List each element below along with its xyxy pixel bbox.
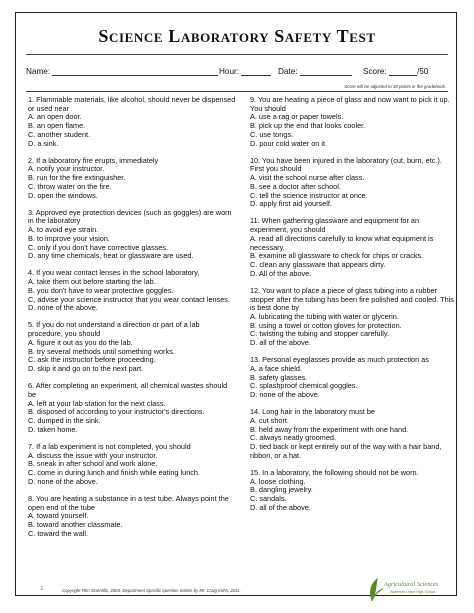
name-field[interactable]: [26, 66, 218, 76]
answer-option[interactable]: B. using a towel or cotton gloves for protection.: [250, 320, 402, 330]
answer-option[interactable]: C. come in during lunch and finish while eating lunch.: [28, 468, 200, 478]
answer-option[interactable]: C. only if you don't have corrective glasses.: [28, 242, 169, 252]
left-question-column: [28, 96, 236, 547]
answer-option[interactable]: C. splashproof chemical goggles.: [250, 381, 358, 391]
answer-option[interactable]: B. an open flame.: [28, 121, 86, 131]
answer-option[interactable]: B. try several methods until something works.: [28, 346, 175, 356]
answer-option[interactable]: D. none of the above.: [250, 390, 320, 400]
name-label: Name:: [26, 67, 51, 76]
answer-option[interactable]: D. apply first aid yourself.: [250, 199, 332, 209]
score-total: /50: [416, 67, 429, 76]
answer-option[interactable]: B. safety glasses.: [250, 372, 308, 382]
answer-option[interactable]: B. sneak in after school and work alone.: [28, 459, 158, 469]
answer-option[interactable]: B. disposed of according to your instructor's directions.: [28, 407, 205, 417]
answer-option[interactable]: D. skip it and go on to the next part.: [28, 363, 144, 373]
question-text: 15. In a laboratory, the following should not be worn.: [250, 468, 419, 478]
answer-option[interactable]: A. figure it out as you do the lab.: [28, 337, 133, 347]
name-line[interactable]: [52, 66, 218, 76]
question-text: 8. You are heating a substance in a test tube. Always point the open end of the tube: [28, 493, 229, 512]
answer-option[interactable]: C. ask the instructor before proceeding.: [28, 355, 156, 365]
question-item: [28, 157, 236, 201]
answer-option[interactable]: D. none of the above.: [28, 303, 98, 313]
answer-option[interactable]: A. visit the school nurse after class.: [250, 173, 365, 183]
right-question-column: [250, 96, 458, 521]
answer-option[interactable]: A. lubricating the tubing with water or glycerin.: [250, 311, 399, 321]
question-item: [250, 157, 458, 209]
question-text: 4. If you wear contact lenses in the school laboratory,: [28, 268, 200, 278]
question-item: [28, 269, 236, 313]
info-divider: [26, 91, 448, 92]
question-text: 5. If you do not understand a direction or part of a lab procedure, you should: [28, 320, 200, 339]
answer-option[interactable]: C. dumped in the sink.: [28, 416, 101, 425]
copyright-note: Copyright Film Scientific, 2004. Department Specific question written by Mr. Craig Kohn, 2011.: [62, 588, 241, 593]
answer-option[interactable]: B. see a doctor after school.: [250, 181, 341, 191]
answer-option[interactable]: C. twisting the tubing and stopper carefully.: [250, 329, 389, 339]
answer-option[interactable]: C, advise your science instructor that you wear contact lenses.: [28, 294, 230, 304]
question-text: 9. You are heating a piece of glass and now want to pick it up. You should: [250, 95, 450, 113]
answer-option[interactable]: B. run for the fire extinguisher.: [28, 173, 126, 183]
answer-option[interactable]: D. pour cold water on it.: [250, 138, 328, 148]
question-text: 3. Approved eye protection devices (such as goggles) are worn in the laboratory: [28, 207, 232, 226]
question-text: 14. Long hair in the laboratory must be: [250, 407, 375, 417]
question-text: 7. If a lab experiment is not completed, you should: [28, 441, 191, 451]
answer-option[interactable]: C. another student.: [28, 129, 91, 139]
hour-line[interactable]: [241, 66, 271, 76]
answer-option[interactable]: A. left at your lab station for the next class.: [28, 398, 166, 408]
answer-option[interactable]: A. an open door.: [28, 112, 82, 122]
answer-option[interactable]: C. use tongs.: [250, 129, 293, 139]
title-divider: [26, 54, 448, 55]
answer-option[interactable]: B. you don't have to wear protective goggles.: [28, 285, 174, 295]
hour-field[interactable]: [219, 66, 271, 76]
answer-option[interactable]: B. held away from the experiment with one hand.: [250, 424, 409, 434]
question-item: [250, 408, 458, 460]
answer-option[interactable]: C. toward the wall.: [28, 528, 89, 538]
student-info-row: [26, 66, 448, 80]
question-text: 10. You have been injured in the laboratory (cut, burn, etc.). First you should: [250, 155, 442, 174]
question-item: [250, 356, 458, 400]
question-item: [28, 382, 236, 434]
question-text: 12. You want to place a piece of glass tubing into a rubber stopper after the tubing has been fire polished and cooled. This is best done by: [250, 285, 454, 313]
date-label: Date:: [278, 67, 298, 76]
question-item: [28, 96, 236, 148]
answer-option[interactable]: D. taken home.: [28, 424, 78, 434]
answer-option[interactable]: A. a face shield.: [250, 363, 302, 373]
page-number: 1: [40, 585, 44, 592]
question-item: [28, 321, 236, 373]
answer-option[interactable]: A. toward yourself.: [28, 511, 89, 521]
question-text: 1. Flammable materials, like alcohol, should never be dispensed or used near: [28, 95, 236, 113]
answer-option[interactable]: A. notify your instructor.: [28, 164, 105, 174]
grade-note: Score will be adjusted to 30 points in the gradebook.: [344, 84, 446, 89]
answer-option[interactable]: B. toward another classmate.: [28, 520, 123, 530]
hour-label: Hour:: [219, 67, 240, 76]
answer-option[interactable]: B. examine all glassware to check for chips or cracks.: [250, 251, 424, 261]
question-text: 6. After completing an experiment, all chemical wastes should be: [28, 381, 228, 399]
answer-option[interactable]: B. dangling jewelry.: [250, 485, 313, 495]
question-text: 2. If a laboratory fire erupts, immediately: [28, 155, 159, 165]
answer-option[interactable]: D. All of the above.: [250, 268, 312, 278]
question-text: 13. Personal eyeglasses provide as much protection as: [250, 355, 429, 365]
question-item: [250, 469, 458, 513]
answer-option[interactable]: C. sandals.: [250, 494, 287, 504]
answer-option[interactable]: A. use a rag or paper towels.: [250, 112, 344, 122]
answer-option[interactable]: D. any time chemicals, heat or glassware are used.: [28, 251, 194, 261]
answer-option[interactable]: D. all of the above.: [250, 502, 311, 512]
answer-option[interactable]: B. pick up the end that looks cooler.: [250, 121, 366, 131]
date-field[interactable]: [278, 66, 352, 76]
answer-option[interactable]: B. to improve your vision.: [28, 233, 110, 243]
score-field[interactable]: [363, 66, 428, 76]
question-item: [250, 287, 458, 348]
answer-option[interactable]: D. none of the above.: [28, 476, 98, 486]
logo-text: Agricultural Sciences: [384, 581, 439, 588]
answer-option[interactable]: C. throw water on the fire.: [28, 181, 112, 191]
answer-option[interactable]: A. loose clothing.: [250, 476, 306, 486]
question-item: [28, 495, 236, 539]
answer-option[interactable]: D. tied back or kept entirely out of the way with a hair band, ribbon, or a hat.: [250, 442, 442, 460]
page-title: Science Laboratory Safety Test: [98, 26, 376, 46]
answer-option[interactable]: D. open the windows.: [28, 190, 98, 200]
question-item: [250, 96, 458, 148]
score-line[interactable]: [389, 66, 417, 76]
question-item: [28, 209, 236, 261]
answer-option[interactable]: C. clean any glassware that appears dirty.: [250, 259, 386, 269]
answer-option[interactable]: C. tell the science instructor at once.: [250, 190, 368, 200]
answer-option[interactable]: A. take them out before starting the lab.: [28, 277, 156, 287]
logo-subtext: Waterford Union High School: [390, 590, 436, 594]
answer-option[interactable]: D. a sink.: [28, 138, 59, 148]
question-text: 11. When gathering glassware and equipment for an experiment, you should: [250, 216, 420, 235]
question-item: [250, 217, 458, 278]
answer-option[interactable]: C. always neatly groomed.: [250, 433, 336, 443]
answer-option[interactable]: D. all of the above.: [250, 338, 311, 348]
answer-option[interactable]: A. cut short.: [250, 416, 289, 425]
score-label: Score:: [363, 67, 387, 76]
date-line[interactable]: [300, 66, 352, 76]
question-item: [28, 443, 236, 487]
answer-option[interactable]: A. read all directions carefully to know what equipment is necessary.: [250, 233, 434, 252]
answer-option[interactable]: A. discuss the issue with your instructor.: [28, 450, 158, 460]
answer-option[interactable]: A. to avoid eye strain.: [28, 225, 99, 235]
